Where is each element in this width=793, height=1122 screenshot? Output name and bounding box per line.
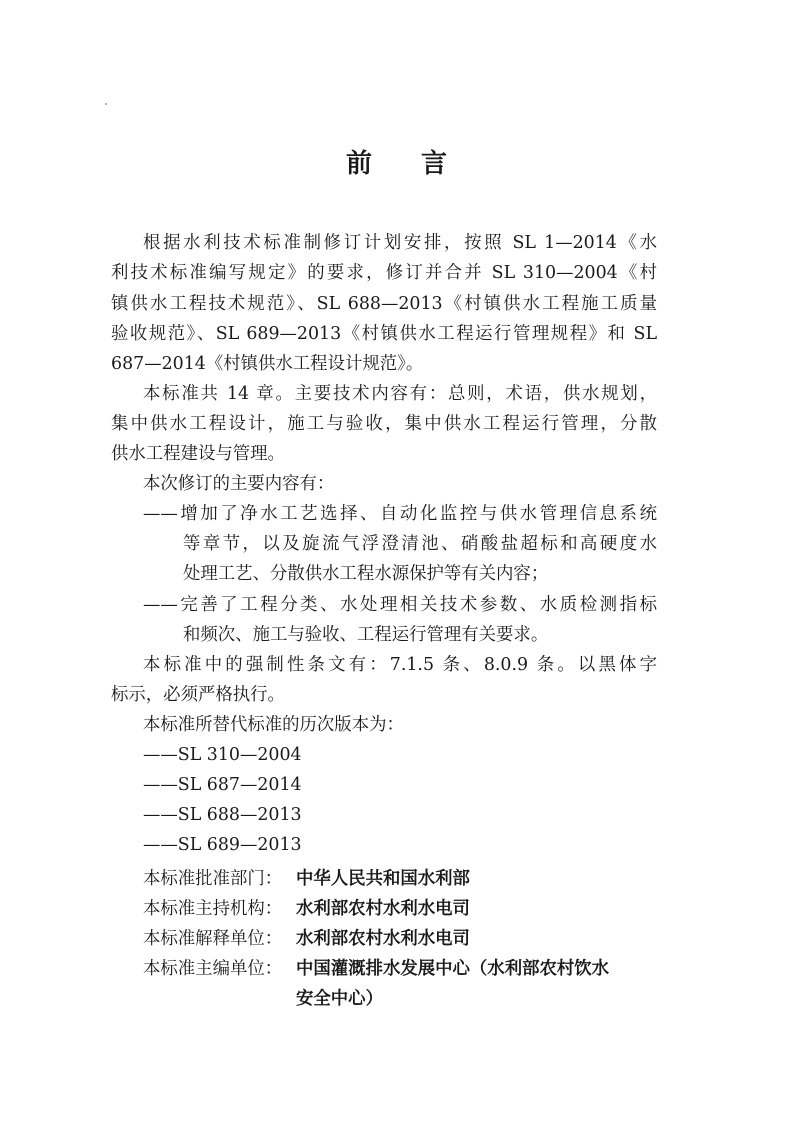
interpret-label: 本标准解释单位： <box>143 929 283 949</box>
editor-value-line: 安全中心） <box>296 989 383 1009</box>
revision-item-line: ——完善了工程分类、水处理相关技术参数、水质检测指标 <box>143 595 657 615</box>
previous-version-item: ——SL 689—2013 <box>143 835 302 855</box>
paragraph-line: 集中供水工程设计，施工与验收，集中供水工程运行管理，分散 <box>111 414 657 434</box>
paragraph-line: 供水工程建设与管理。 <box>111 444 285 464</box>
paragraph-line: 本标准中的强制性条文有：7.1.5 条、8.0.9 条。以黑体字 <box>143 655 657 675</box>
revision-item-line: ——增加了净水工艺选择、自动化监控与供水管理信息系统 <box>143 504 657 524</box>
editor-label: 本标准主编单位： <box>143 959 283 979</box>
interpret-value: 水利部农村水利水电司 <box>296 929 470 949</box>
approval-label: 本标准批准部门： <box>143 869 283 889</box>
paragraph-line: 本标准共 14 章。主要技术内容有：总则，术语，供水规划， <box>143 384 657 404</box>
paragraph-line: 镇供水工程技术规范》、SL 688—2013《村镇供水工程施工质量 <box>111 294 657 314</box>
previous-version-item: ——SL 310—2004 <box>143 745 302 765</box>
host-label: 本标准主持机构： <box>143 899 283 919</box>
host-value: 水利部农村水利水电司 <box>296 899 470 919</box>
approval-value: 中华人民共和国水利部 <box>296 869 470 889</box>
previous-version-item: ——SL 687—2014 <box>143 775 302 795</box>
paragraph-line: 根据水利技术标准制修订计划安排，按照 SL 1—2014《水 <box>143 233 657 253</box>
previous-version-item: ——SL 688—2013 <box>143 805 302 825</box>
paragraph-line: 利技术标准编写规定》的要求，修订并合并 SL 310—2004《村 <box>111 263 657 283</box>
paragraph-line: 687—2014《村镇供水工程设计规范》。 <box>111 354 424 374</box>
paragraph-line: 标示，必须严格执行。 <box>111 685 285 705</box>
page-title: 前 言 <box>345 149 468 179</box>
revision-item-line: 处理工艺、分散供水工程水源保护等有关内容； <box>183 564 549 584</box>
revision-intro: 本次修订的主要内容有： <box>143 474 335 494</box>
editor-value-line: 中国灌溉排水发展中心（水利部农村饮水 <box>296 959 610 979</box>
scan-speck <box>105 103 107 105</box>
revision-item-line: 等章节，以及旋流气浮澄清池、硝酸盐超标和高硬度水 <box>183 534 657 554</box>
previous-versions-intro: 本标准所替代标准的历次版本为： <box>143 715 404 735</box>
paragraph-line: 验收规范》、SL 689—2013《村镇供水工程运行管理规程》和 SL <box>111 324 657 344</box>
revision-item-line: 和频次、施工与验收、工程运行管理有关要求。 <box>183 625 549 645</box>
